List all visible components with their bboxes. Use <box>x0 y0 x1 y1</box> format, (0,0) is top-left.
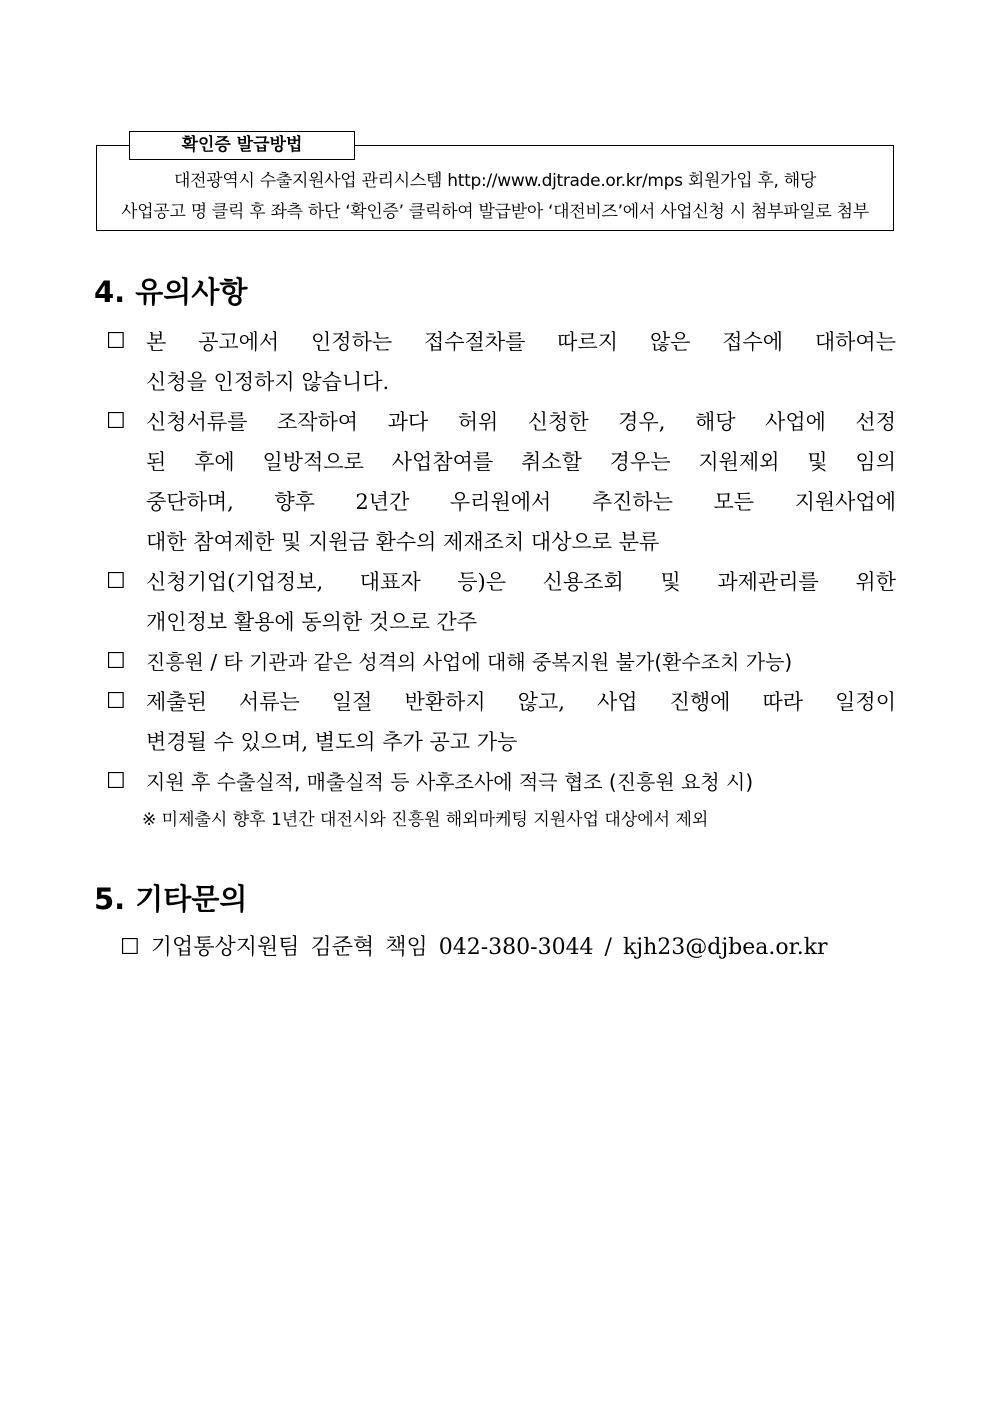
section-4-title: 4. 유의사항 <box>94 275 248 309</box>
notice-item <box>106 322 896 402</box>
notice-item-line: 변경될 수 있으며, 별도의 추가 공고 가능 <box>146 730 518 754</box>
notice-item <box>106 682 896 762</box>
notice-item-line: 지원 후 수출실적, 매출실적 등 사후조사에 적극 협조 (진흥원 요청 시) <box>146 770 754 794</box>
checkbox-icon: ☐ <box>106 649 126 674</box>
issuance-method-title: 확인증 발급방법 <box>129 131 355 160</box>
checkbox-icon: ☐ <box>106 769 126 794</box>
notice-item <box>106 562 896 642</box>
notice-item-line: 신청을 인정하지 않습니다. <box>146 370 390 394</box>
notice-item-line: 신청기업(기업정보, 대표자 등)은 신용조회 및 과제관리를 위한 <box>146 570 896 594</box>
notice-item-line: 신청서류를 조작하여 과다 허위 신청한 경우, 해당 사업에 선정 <box>146 410 896 434</box>
notice-item-line: 대한 참여제한 및 지원금 환수의 제재조치 대상으로 분류 <box>146 530 660 554</box>
checkbox-icon: ☐ <box>106 569 126 594</box>
notice-item <box>106 642 896 682</box>
notice-item-line: 중단하며, 향후 2년간 우리원에서 추진하는 모든 지원사업에 <box>146 490 896 514</box>
contact-line: ☐ 기업통상지원팀 김준혁 책임 042-380-3044 / kjh23@djbea.or.kr <box>120 935 828 960</box>
section-5-title: 5. 기타문의 <box>94 882 248 916</box>
notice-item-line: 본 공고에서 인정하는 접수절차를 따르지 않은 접수에 대하여는 <box>146 330 896 354</box>
issuance-method-line-2: 사업공고 명 클릭 후 좌측 하단 ‘확인증’ 클릭하여 발급받아 ‘대전비즈’에서 사업신청 시 첨부파일로 첨부 <box>121 202 869 222</box>
checkbox-icon: ☐ <box>106 409 126 434</box>
checkbox-icon: ☐ <box>106 689 126 714</box>
notice-item <box>106 762 896 802</box>
notice-item-line: 제출된 서류는 일절 반환하지 않고, 사업 진행에 따라 일정이 <box>146 690 896 714</box>
checkbox-icon: ☐ <box>106 329 126 354</box>
notice-item-line: 진흥원 / 타 기관과 같은 성격의 사업에 대해 중복지원 불가(환수조치 가능) <box>146 650 793 674</box>
notice-item-line: 된 후에 일방적으로 사업참여를 취소할 경우는 지원제외 및 임의 <box>146 450 896 474</box>
notice-item <box>106 402 896 562</box>
notice-item-line: 개인정보 활용에 동의한 것으로 간주 <box>146 610 477 634</box>
issuance-method-line-1: 대전광역시 수출지원사업 관리시스템 http://www.djtrade.or.kr/mps 회원가입 후, 해당 <box>173 171 816 191</box>
notice-footnote: ※ 미제출시 향후 1년간 대전시와 진흥원 해외마케팅 지원사업 대상에서 제외 <box>142 810 709 830</box>
